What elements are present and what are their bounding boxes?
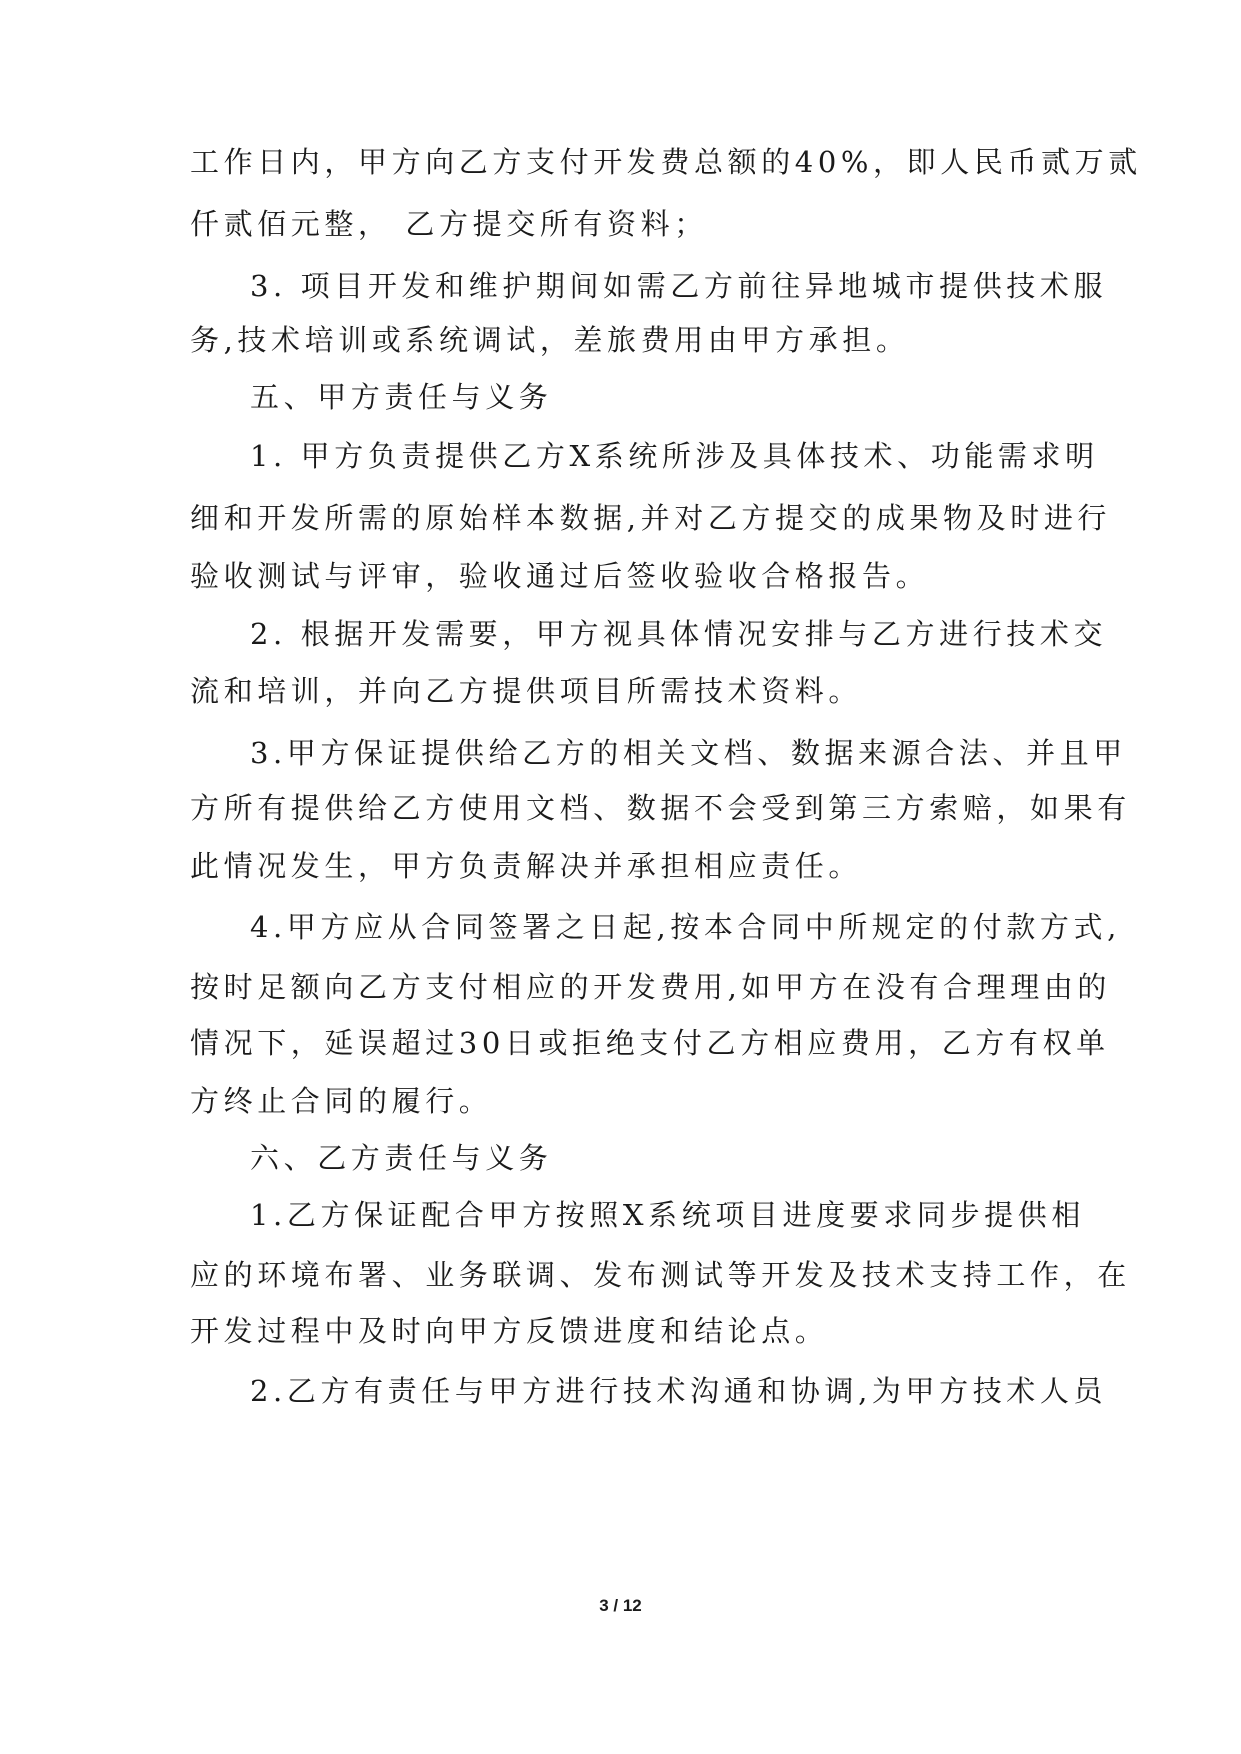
text-line: 细和开发所需的原始样本数据,并对乙方提交的成果物及时进行 — [190, 501, 1112, 535]
section-heading: 六、乙方责任与义务 — [250, 1141, 553, 1175]
text-line: 此情况发生，甲方负责解决并承担相应责任。 — [190, 849, 863, 883]
text-line: 仟贰佰元整， 乙方提交所有资料； — [190, 207, 708, 241]
text-line: 方终止合同的履行。 — [190, 1084, 493, 1118]
text-line: 2. 根据开发需要，甲方视具体情况安排与乙方进行技术交 — [250, 617, 1108, 651]
text-line: 工作日内，甲方向乙方支付开发费总额的40%，即人民币贰万贰 — [190, 145, 1142, 179]
text-line: 务,技术培训或系统调试，差旅费用由甲方承担。 — [190, 323, 910, 357]
text-line: 1. 甲方负责提供乙方X系统所涉及具体技术、功能需求明 — [250, 439, 1099, 473]
text-line: 方所有提供给乙方使用文档、数据不会受到第三方索赔，如果有 — [190, 791, 1131, 825]
text-line: 3.甲方保证提供给乙方的相关文档、数据来源合法、并且甲 — [250, 736, 1127, 770]
text-line: 按时足额向乙方支付相应的开发费用,如甲方在没有合理理由的 — [190, 970, 1112, 1004]
text-line: 情况下，延误超过30日或拒绝支付乙方相应费用，乙方有权单 — [190, 1026, 1110, 1060]
text-line: 1.乙方保证配合甲方按照X系统项目进度要求同步提供相 — [250, 1198, 1085, 1232]
text-line: 验收测试与评审，验收通过后签收验收合格报告。 — [190, 559, 930, 593]
text-line: 应的环境布署、业务联调、发布测试等开发及技术支持工作，在 — [190, 1258, 1131, 1292]
text-line: 开发过程中及时向甲方反馈进度和结论点。 — [190, 1314, 829, 1348]
text-line: 4.甲方应从合同签署之日起,按本合同中所规定的付款方式, — [250, 910, 1121, 944]
text-line: 3. 项目开发和维护期间如需乙方前往异地城市提供技术服 — [250, 269, 1108, 303]
text-line: 2.乙方有责任与甲方进行技术沟通和协调,为甲方技术人员 — [250, 1374, 1108, 1408]
text-line: 流和培训，并向乙方提供项目所需技术资料。 — [190, 674, 863, 708]
page-number: 3 / 12 — [599, 1596, 642, 1615]
section-heading: 五、甲方责任与义务 — [250, 380, 553, 414]
